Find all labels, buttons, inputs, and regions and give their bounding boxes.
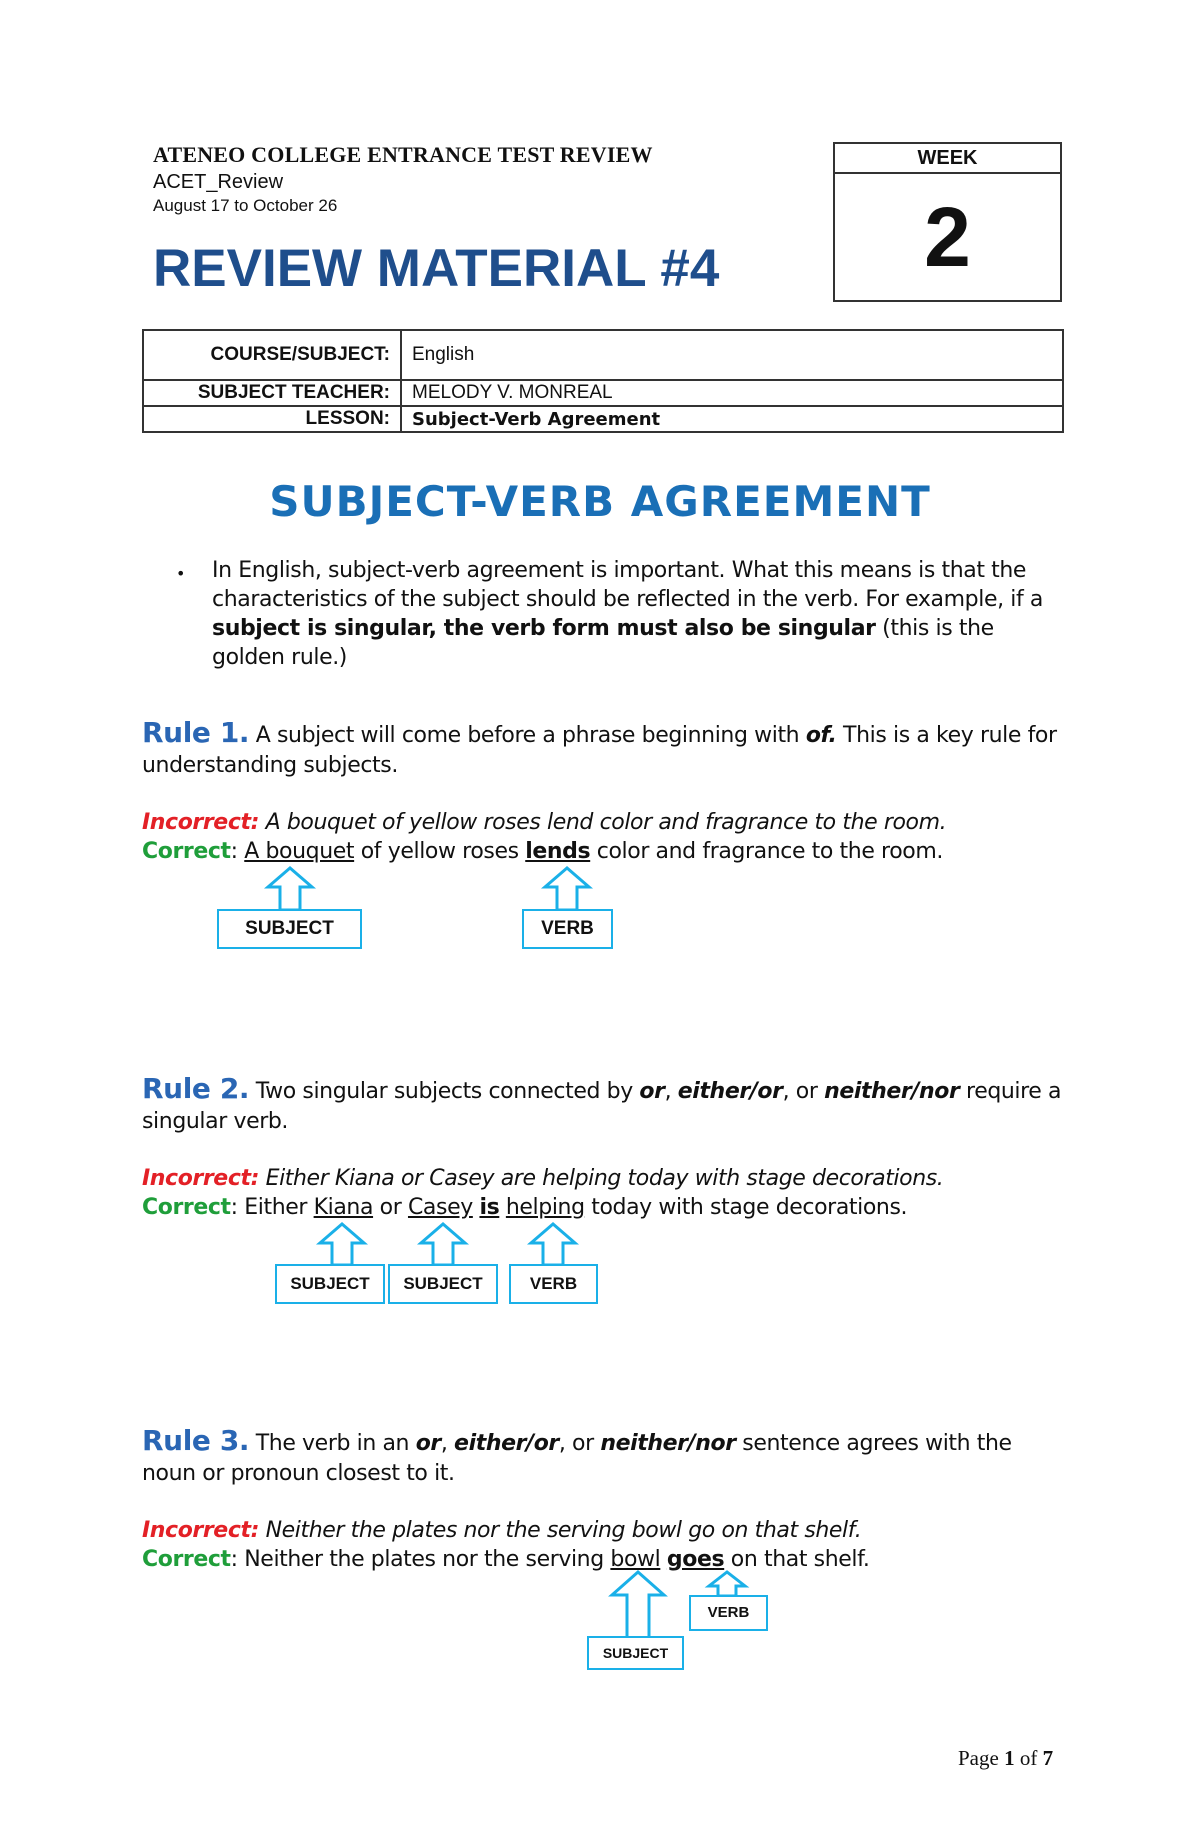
correct-text: today with stage decorations. <box>584 1195 908 1220</box>
school-title: ATENEO COLLEGE ENTRANCE TEST REVIEW <box>153 142 653 167</box>
incorrect-label: Incorrect: <box>142 810 259 835</box>
rule-2-verb-arrow <box>531 1224 575 1265</box>
lesson-value: Subject-Verb Agreement <box>401 406 1063 432</box>
page-number: 1 <box>1004 1746 1015 1770</box>
rule-3-text: , <box>440 1431 455 1456</box>
teacher-value: MELODY V. MONREAL <box>401 380 1063 406</box>
rule-3-verb-label: VERB <box>689 1595 768 1631</box>
date-range: August 17 to October 26 <box>153 196 338 215</box>
correct-label: Correct <box>142 1547 231 1572</box>
rule-1-verb-arrow <box>545 868 589 910</box>
section-heading: SUBJECT-VERB AGREEMENT <box>269 477 931 526</box>
intro-text-2: (this is the golden rule.) <box>212 616 994 670</box>
underlined-subject: Casey <box>407 1195 473 1220</box>
underlined-verb: helping <box>505 1195 585 1220</box>
incorrect-sentence: Neither the plates nor the serving bowl go on that shelf. <box>258 1518 862 1543</box>
rule-3-subject-label: SUBJECT <box>587 1636 684 1670</box>
incorrect-sentence: Either Kiana or Casey are helping today with stage decorations. <box>258 1166 944 1191</box>
page-indicator <box>958 1746 1053 1771</box>
underlined-subject: Kiana <box>313 1195 374 1220</box>
correct-label: Correct <box>142 839 231 864</box>
rule-3-correct <box>142 1545 869 1574</box>
rule-1-text-2: This is a key rule for understanding subjects. <box>142 723 1057 778</box>
rule-2-subject2-arrow <box>421 1224 465 1265</box>
colon: : <box>230 1195 238 1220</box>
correct-label: Correct <box>142 1195 231 1220</box>
underlined-verb: goes <box>666 1547 725 1572</box>
week-number: 2 <box>924 190 971 284</box>
underlined-subject: bowl <box>610 1547 661 1572</box>
correct-text: of yellow roses <box>354 839 526 864</box>
bullet-marker: • <box>176 564 186 583</box>
correct-text <box>660 1547 667 1572</box>
rule-1-verb-label: VERB <box>522 909 613 949</box>
course-key: COURSE/SUBJECT: <box>143 330 401 380</box>
lesson-key: LESSON: <box>143 406 401 432</box>
incorrect-label: Incorrect: <box>142 1518 259 1543</box>
correct-text: on that shelf. <box>724 1547 870 1572</box>
rule-3-keyword: either/or <box>454 1431 559 1456</box>
rule-2-text: , <box>664 1079 678 1104</box>
rule-3 <box>142 1426 1067 1489</box>
rule-3-incorrect <box>142 1516 861 1545</box>
rule-2-subject-label-2: SUBJECT <box>388 1264 498 1304</box>
underlined-verb: lends <box>525 839 591 864</box>
rule-3-subject-arrow <box>612 1572 664 1638</box>
rule-3-keyword: or <box>415 1431 441 1456</box>
rule-2-keyword: either/or <box>677 1079 783 1104</box>
rule-3-text: sentence agrees with the noun or pronoun closest to it. <box>142 1431 1012 1486</box>
intro-bold: subject is singular, the verb form must also be singular <box>212 616 876 641</box>
incorrect-sentence: A bouquet of yellow roses lend color and fragrance to the room. <box>258 810 947 835</box>
rule-3-keyword: neither/nor <box>600 1431 736 1456</box>
rule-3-verb-arrow <box>709 1572 745 1596</box>
correct-text: Either <box>237 1195 314 1220</box>
rule-2-subject1-arrow <box>320 1224 364 1265</box>
intro-text-1: In English, subject-verb agreement is important. What this means is that the characteristics of the subject should be reflected in the verb. For example, if a <box>212 558 1043 612</box>
of-word: of <box>1014 1746 1043 1770</box>
rule-3-number: Rule 3. <box>142 1424 250 1457</box>
rule-1-keyword: of. <box>805 723 837 748</box>
incorrect-label: Incorrect: <box>142 1166 259 1191</box>
rule-2-verb-label: VERB <box>509 1264 598 1304</box>
course-value: English <box>401 330 1063 380</box>
rule-1-subject-label: SUBJECT <box>217 909 362 949</box>
underlined-subject: A bouquet <box>244 839 355 864</box>
rule-2-incorrect <box>142 1164 943 1193</box>
correct-text: Neither the plates nor the serving <box>237 1547 611 1572</box>
rule-2-subject-label-1: SUBJECT <box>275 1264 385 1304</box>
rule-2-keyword: or <box>639 1079 665 1104</box>
rule-2-text: , or <box>782 1079 825 1104</box>
page-total: 7 <box>1042 1746 1054 1770</box>
rule-2 <box>142 1074 1067 1137</box>
program-name: ACET_Review <box>153 171 284 193</box>
correct-text: color and fragrance to the room. <box>590 839 943 864</box>
underlined-verb: is <box>479 1195 500 1220</box>
material-title: REVIEW MATERIAL #4 <box>153 239 720 298</box>
rule-1-subject-arrow <box>268 868 312 910</box>
rule-3-text: The verb in an <box>249 1431 416 1456</box>
rule-1-number: Rule 1. <box>142 716 250 749</box>
correct-text <box>499 1195 506 1220</box>
rule-2-keyword: neither/nor <box>824 1079 960 1104</box>
correct-text: or <box>373 1195 408 1220</box>
rule-1-text-1: A subject will come before a phrase beginning with <box>249 723 806 748</box>
rule-3-text: , or <box>558 1431 601 1456</box>
colon: : <box>230 839 238 864</box>
colon: : <box>230 1547 238 1572</box>
rule-2-text: require a singular verb. <box>142 1079 1062 1134</box>
rule-2-number: Rule 2. <box>142 1072 250 1105</box>
rule-2-text: Two singular subjects connected by <box>249 1079 640 1104</box>
teacher-key: SUBJECT TEACHER: <box>143 380 401 406</box>
week-label: WEEK <box>835 144 1060 174</box>
page-word: Page <box>958 1746 1005 1770</box>
rule-2-correct <box>142 1193 907 1222</box>
